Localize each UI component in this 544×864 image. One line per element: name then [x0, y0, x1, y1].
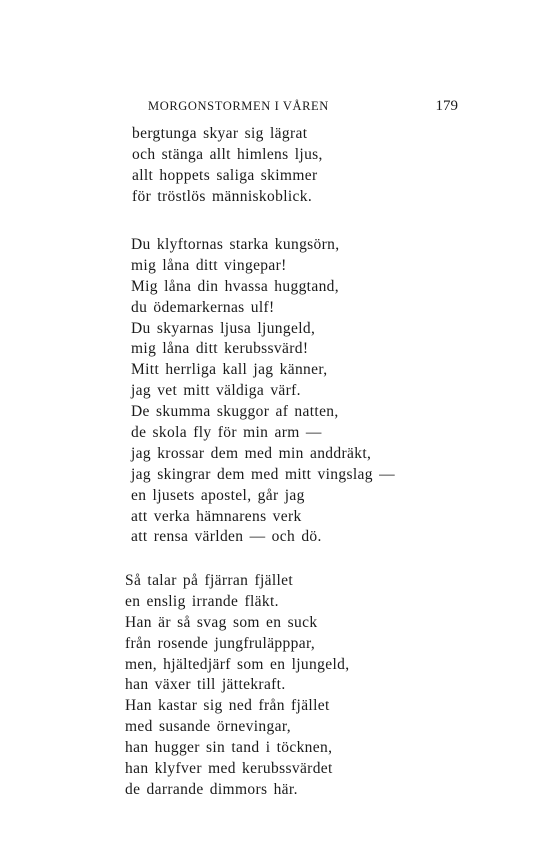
- poem-line: De skumma skuggor af natten,: [131, 403, 339, 421]
- running-head: [148, 96, 458, 116]
- poem-line: Mitt herrliga kall jag känner,: [131, 361, 328, 379]
- poem-line: mig låna ditt vingepar!: [131, 256, 287, 274]
- poem-line: Mig låna din hvassa huggtand,: [131, 277, 339, 295]
- poem-line: jag krossar dem med min anddräkt,: [131, 444, 372, 462]
- poem-line: du ödemarkernas ulf!: [131, 298, 275, 316]
- poem-line: en enslig irrande fläkt.: [125, 592, 279, 610]
- poem-line: Han är så svag som en suck: [125, 613, 318, 631]
- poem-line: för tröstlös människoblick.: [132, 187, 313, 205]
- poem-line: att verka hämnarens verk: [131, 507, 302, 525]
- poem-line: han hugger sin tand i töcknen,: [125, 739, 333, 757]
- poem-line: men, hjältedjärf som en ljungeld,: [125, 655, 350, 673]
- poem-line: att rensa världen — och dö.: [131, 528, 322, 546]
- poem-line: Han kastar sig ned från fjället: [125, 697, 330, 715]
- poem-line: Så talar på fjärran fjället: [125, 572, 294, 589]
- running-head-title: MORGONSTORMEN I VÅREN: [148, 99, 329, 113]
- stanza-3: [125, 571, 349, 801]
- poem-line: allt hoppets saliga skimmer: [132, 166, 318, 184]
- poem-line: bergtunga skyar sig lägrat: [132, 125, 308, 142]
- poem-line: han klyfver med kerubssvärdet: [125, 760, 333, 778]
- poem-line: han växer till jättekraft.: [125, 676, 286, 694]
- poem-line: från rosende jungfruläpppar,: [125, 634, 316, 652]
- poem-line: Du skyarnas ljusa ljungeld,: [131, 319, 316, 337]
- stanza-2: [131, 235, 395, 548]
- poem-line: en ljusets apostel, går jag: [131, 486, 305, 504]
- poem-line: och stänga allt himlens ljus,: [132, 145, 323, 163]
- poem-line: jag skingrar dem med mitt vingslag —: [131, 465, 395, 483]
- stanza-1: [132, 124, 323, 208]
- page-number: 179: [435, 98, 458, 114]
- poem-line: de darrande dimmors här.: [125, 780, 298, 798]
- poem-line: jag vet mitt väldiga värf.: [131, 382, 301, 400]
- poem-line: med susande örnevingar,: [125, 718, 291, 736]
- poem-line: Du klyftornas starka kungsörn,: [131, 236, 340, 253]
- poem-line: de skola fly för min arm —: [131, 424, 322, 442]
- poem-line: mig låna ditt kerubssvärd!: [131, 340, 309, 358]
